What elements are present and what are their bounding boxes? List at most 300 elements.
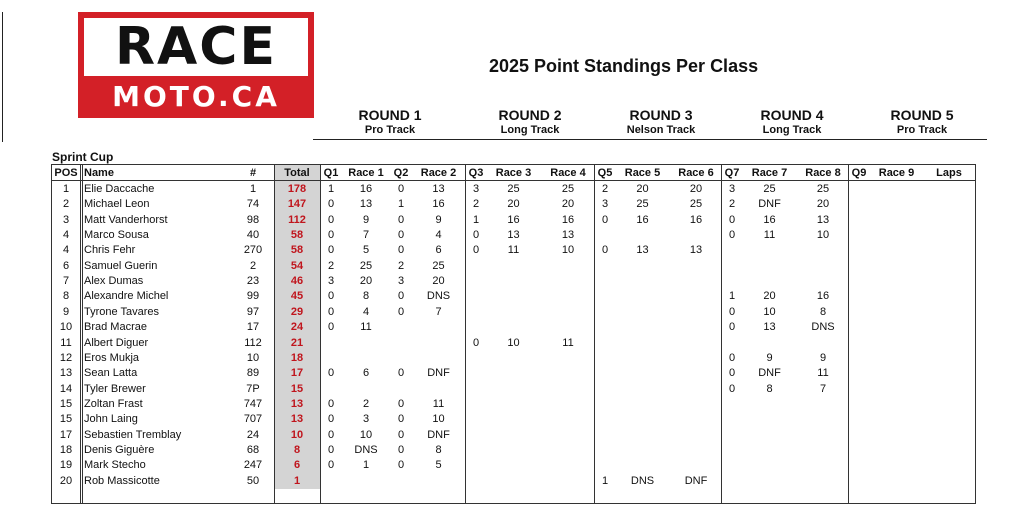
- cell-pos: 7: [62, 275, 70, 288]
- cell-race-3: 16: [507, 213, 520, 226]
- cell-pos: 8: [62, 290, 70, 303]
- cell-q1: 0: [327, 290, 335, 303]
- cell-race-5: [616, 305, 669, 320]
- cell-race-6: [671, 397, 721, 412]
- cell-race-6: [671, 228, 721, 243]
- cell-total: 17: [290, 367, 304, 380]
- cell-race-2: 8: [435, 443, 442, 456]
- cell-q2: [392, 336, 410, 351]
- cell-pos: 20: [59, 474, 73, 487]
- cell-race-7: [743, 243, 796, 258]
- cell-laps: [925, 274, 973, 289]
- cell-name: Elie Daccache: [84, 183, 155, 195]
- header-q1: Q1: [323, 167, 339, 179]
- round-header-1: [325, 107, 455, 137]
- cell-q1: 0: [327, 229, 335, 242]
- cell-q7: 0: [728, 321, 736, 334]
- header-name: Name: [84, 167, 114, 179]
- cell-race-7: 13: [763, 321, 776, 334]
- cell-q9: [850, 305, 868, 320]
- cell-race-4: [542, 351, 594, 366]
- cell-race-5: [616, 351, 669, 366]
- cell-race-9: [870, 243, 923, 258]
- cell-race-4: 20: [561, 198, 575, 211]
- logo-race-text: RACE: [115, 17, 277, 77]
- cell-race-2: 16: [432, 198, 445, 211]
- cell-race-3: [487, 274, 540, 289]
- cell-q3: [467, 397, 485, 412]
- cell-q2: 0: [397, 428, 405, 441]
- cell-pos: 6: [62, 259, 70, 272]
- cell-race-7: 11: [763, 229, 776, 242]
- cell-race-4: [542, 382, 594, 397]
- round-track: Long Track: [500, 124, 560, 136]
- cell-race-8: 20: [816, 198, 830, 211]
- cell-laps: [925, 382, 973, 397]
- cell-name: Marco Sousa: [84, 229, 149, 242]
- cell-q7: 2: [728, 198, 736, 211]
- table-row: [52, 474, 975, 489]
- cell-race-4: [542, 443, 594, 458]
- cell-race-2: 5: [435, 459, 442, 472]
- cell-race-4: [542, 289, 594, 304]
- cell-laps: [925, 289, 973, 304]
- cell-race-1: [342, 336, 390, 351]
- cell-q3: 2: [472, 198, 480, 211]
- cell-q3: [467, 305, 485, 320]
- cell-q7: 1: [728, 290, 736, 303]
- cell-laps: [925, 305, 973, 320]
- cell-q2: 0: [397, 229, 405, 242]
- table-row: [52, 305, 975, 320]
- cell-race-6: [671, 428, 721, 443]
- cell-q5: [596, 228, 614, 243]
- cell-q3: [467, 366, 485, 381]
- cell-race-7: [743, 336, 796, 351]
- cell-q1: 0: [327, 321, 335, 334]
- header-q3: Q3: [468, 167, 484, 179]
- round-header-4: [727, 107, 857, 137]
- cell-name: Eros Mukja: [84, 351, 140, 364]
- cell-q3: [467, 443, 485, 458]
- cell-race-4: [542, 366, 594, 381]
- column-divider: [721, 165, 722, 503]
- cell-race-5: [616, 458, 669, 473]
- round-header-5: [857, 107, 987, 137]
- cell-race-3: [487, 428, 540, 443]
- cell-total: 15: [290, 382, 304, 395]
- cell-race-8: 8: [819, 305, 827, 318]
- cell-number: 112: [244, 336, 262, 349]
- cell-q5: [596, 289, 614, 304]
- table-row: [52, 182, 975, 197]
- cell-number: 99: [246, 290, 260, 303]
- cell-q9: [850, 336, 868, 351]
- cell-laps: [925, 397, 973, 412]
- header-total: Total: [284, 167, 310, 179]
- cell-pos: 1: [62, 183, 70, 195]
- header-number: #: [249, 167, 257, 179]
- cell-q2: [392, 474, 410, 489]
- cell-race-2: 11: [432, 397, 445, 410]
- cell-q2: 0: [397, 413, 405, 426]
- cell-q7: [723, 458, 741, 473]
- cell-race-4: [542, 320, 594, 335]
- cell-race-1: 25: [359, 259, 373, 272]
- cell-q5: [596, 397, 614, 412]
- cell-race-6: 13: [689, 244, 703, 257]
- cell-race-5: 16: [636, 213, 649, 226]
- table-row: [52, 412, 975, 427]
- cell-q9: [850, 428, 868, 443]
- cell-q1: 0: [327, 428, 335, 441]
- cell-q3: [467, 412, 485, 427]
- cell-pos: 3: [62, 213, 70, 226]
- cell-race-9: [870, 259, 923, 274]
- cell-q9: [850, 458, 868, 473]
- header-q5: Q5: [597, 167, 613, 179]
- round-track: Pro Track: [364, 124, 416, 136]
- round-name: ROUND 4: [760, 107, 824, 123]
- cell-race-8: 9: [819, 351, 827, 364]
- cell-pos: 10: [59, 321, 73, 334]
- cell-race-4: 13: [561, 229, 575, 242]
- cell-race-9: [870, 428, 923, 443]
- cell-laps: [925, 458, 973, 473]
- column-divider: [320, 165, 321, 503]
- column-divider: [80, 165, 81, 503]
- cell-race-1: 7: [362, 229, 370, 242]
- table-row: [52, 213, 975, 228]
- header-laps: Laps: [936, 167, 962, 179]
- cell-q1: [322, 336, 340, 351]
- cell-race-2: [412, 382, 465, 397]
- cell-q9: [850, 213, 868, 228]
- cell-total: 147: [287, 198, 307, 211]
- cell-race-5: [616, 428, 669, 443]
- cell-race-1: [342, 474, 390, 489]
- cell-name: Mark Stecho: [84, 459, 146, 472]
- cell-race-5: [616, 336, 669, 351]
- cell-pos: 18: [59, 443, 73, 456]
- race-moto-logo[interactable]: [78, 12, 314, 118]
- round-header-2: [465, 107, 595, 137]
- cell-q2: 3: [397, 275, 405, 288]
- cell-race-9: [870, 474, 923, 489]
- cell-number: 89: [246, 367, 260, 380]
- header-race-7: Race 7: [751, 167, 788, 179]
- cell-race-6: 25: [689, 198, 703, 211]
- cell-race-2: 7: [435, 305, 442, 318]
- cell-q7: [723, 259, 741, 274]
- cell-race-6: [671, 412, 721, 427]
- cell-number: 74: [246, 198, 260, 211]
- cell-q9: [850, 320, 868, 335]
- cell-race-8: DNS: [811, 321, 835, 334]
- cell-race-7: [743, 259, 796, 274]
- column-divider: [594, 165, 595, 503]
- cell-pos: 2: [62, 198, 70, 211]
- cell-q7: [723, 243, 741, 258]
- cell-total: 1: [293, 474, 301, 487]
- cell-race-1: 11: [360, 321, 372, 334]
- cell-race-9: [870, 382, 923, 397]
- cell-q5: 1: [601, 474, 609, 487]
- cell-name: Denis Giguère: [84, 443, 155, 456]
- table-row: [52, 458, 975, 473]
- cell-laps: [925, 351, 973, 366]
- cell-pos: 15: [59, 397, 73, 410]
- cell-race-6: [671, 351, 721, 366]
- cell-race-8: [798, 428, 848, 443]
- cell-q1: 3: [327, 275, 335, 288]
- cell-pos: 17: [59, 428, 73, 441]
- round-name: ROUND 5: [890, 107, 954, 123]
- cell-number: 40: [246, 229, 260, 242]
- table-row: [52, 443, 975, 458]
- cell-q9: [850, 443, 868, 458]
- round-track: Long Track: [762, 124, 822, 136]
- cell-race-5: 20: [636, 183, 649, 195]
- cell-race-9: [870, 289, 923, 304]
- cell-race-9: [870, 213, 923, 228]
- table-row: [52, 274, 975, 289]
- cell-race-3: [487, 382, 540, 397]
- cell-q1: 0: [327, 413, 335, 426]
- cell-q1: 0: [327, 244, 335, 257]
- cell-race-2: 9: [435, 213, 442, 226]
- cell-race-8: 7: [819, 382, 827, 395]
- cell-race-1: 13: [359, 198, 373, 211]
- column-divider: [848, 165, 849, 503]
- cell-total: 10: [290, 428, 304, 441]
- table-row: [52, 197, 975, 212]
- cell-race-9: [870, 182, 923, 197]
- cell-number: 270: [243, 244, 263, 257]
- cell-race-7: 20: [763, 290, 776, 303]
- cell-race-7: [743, 274, 796, 289]
- cell-q5: 0: [601, 213, 609, 226]
- cell-q5: [596, 274, 614, 289]
- cell-race-8: [798, 474, 848, 489]
- cell-race-2: 6: [435, 244, 442, 257]
- cell-q5: [596, 366, 614, 381]
- cell-race-7: [743, 474, 796, 489]
- cell-q2: [392, 382, 410, 397]
- cell-number: 1: [249, 183, 257, 195]
- cell-race-6: [671, 289, 721, 304]
- cell-number: 97: [246, 305, 260, 318]
- cell-q9: [850, 474, 868, 489]
- cell-race-6: [671, 259, 721, 274]
- cell-race-1: 6: [362, 367, 370, 380]
- cell-q1: 0: [327, 443, 335, 456]
- cell-q7: 3: [728, 183, 736, 195]
- cell-total: 6: [293, 459, 301, 472]
- cell-q1: 0: [327, 397, 335, 410]
- logo-moto-text: MOTO.CA: [112, 80, 280, 113]
- round-name: ROUND 2: [498, 107, 562, 123]
- cell-q7: 0: [728, 351, 736, 364]
- cell-laps: [925, 366, 973, 381]
- cell-race-2: [412, 320, 465, 335]
- cell-q7: 0: [728, 213, 736, 226]
- cell-q7: [723, 443, 741, 458]
- table-row: [52, 382, 975, 397]
- table-row: [52, 243, 975, 258]
- cell-race-1: 8: [362, 290, 370, 303]
- cell-q5: [596, 458, 614, 473]
- cell-number: 747: [243, 397, 263, 410]
- cell-total: 58: [290, 244, 304, 257]
- cell-q9: [850, 274, 868, 289]
- cell-race-3: 20: [507, 198, 520, 211]
- cell-race-4: [542, 397, 594, 412]
- cell-race-9: [870, 305, 923, 320]
- cell-race-5: 13: [636, 244, 649, 257]
- cell-name: Alexandre Michel: [84, 290, 169, 303]
- cell-q1: 0: [327, 198, 335, 211]
- cell-q1: 0: [327, 305, 335, 318]
- cell-race-2: [412, 336, 465, 351]
- table-header-row: [52, 165, 975, 181]
- logo-top-panel: [84, 18, 308, 76]
- cell-total: 21: [290, 336, 304, 349]
- cell-q7: [723, 474, 741, 489]
- cell-laps: [925, 336, 973, 351]
- header-race-8: Race 8: [805, 167, 841, 179]
- cell-pos: 11: [60, 336, 72, 349]
- cell-name: Chris Fehr: [84, 244, 136, 257]
- cell-number: 7P: [246, 382, 260, 395]
- cell-race-4: [542, 474, 594, 489]
- cell-pos: 14: [59, 382, 73, 395]
- cell-race-7: DNF: [758, 367, 781, 380]
- cell-number: 23: [246, 275, 260, 288]
- cell-race-2: [412, 474, 465, 489]
- cell-q3: [467, 320, 485, 335]
- cell-race-4: [542, 428, 594, 443]
- cell-total: 54: [290, 259, 304, 272]
- cell-race-5: [616, 412, 669, 427]
- cell-race-9: [870, 443, 923, 458]
- cell-race-9: [870, 412, 923, 427]
- cell-race-8: [798, 259, 848, 274]
- cell-race-6: 16: [689, 213, 703, 226]
- cell-race-2: 4: [435, 229, 442, 242]
- cell-q9: [850, 289, 868, 304]
- cell-race-4: 25: [561, 183, 575, 195]
- cell-q9: [850, 366, 868, 381]
- cell-q5: [596, 382, 614, 397]
- cell-race-4: [542, 305, 594, 320]
- cell-race-1: DNS: [354, 443, 378, 456]
- cell-race-1: 1: [362, 459, 370, 472]
- cell-total: 29: [290, 305, 304, 318]
- cell-laps: [925, 412, 973, 427]
- cell-race-3: [487, 412, 540, 427]
- header-q9: Q9: [851, 167, 867, 179]
- cell-race-2: 10: [432, 413, 445, 426]
- cell-race-4: 10: [561, 244, 575, 257]
- cell-number: 707: [243, 413, 263, 426]
- cell-q2: 0: [397, 459, 405, 472]
- cell-race-8: 10: [816, 229, 830, 242]
- cell-q1: [322, 474, 340, 489]
- cell-race-3: 13: [507, 229, 520, 242]
- cell-name: Brad Macrae: [84, 321, 147, 334]
- cell-race-1: [342, 382, 390, 397]
- cell-race-9: [870, 458, 923, 473]
- table-row: [52, 228, 975, 243]
- cell-race-2: 25: [432, 259, 445, 272]
- cell-q2: 0: [397, 213, 405, 226]
- section-title: Sprint Cup: [52, 150, 114, 164]
- header-race-4: Race 4: [550, 167, 586, 179]
- cell-race-8: 11: [817, 367, 829, 380]
- cell-race-1: 10: [359, 428, 373, 441]
- cell-race-5: [616, 366, 669, 381]
- cell-q7: [723, 336, 741, 351]
- cell-race-1: 5: [362, 244, 370, 257]
- cell-race-9: [870, 351, 923, 366]
- cell-race-6: [671, 366, 721, 381]
- cell-q3: 0: [472, 229, 480, 242]
- cell-race-2: DNF: [427, 428, 450, 441]
- cell-pos: 12: [59, 351, 73, 364]
- cell-q9: [850, 351, 868, 366]
- cell-pos: 15: [59, 413, 73, 426]
- header-race-3: Race 3: [495, 167, 532, 179]
- cell-laps: [925, 428, 973, 443]
- cell-q9: [850, 197, 868, 212]
- cell-q7: 0: [728, 305, 736, 318]
- cell-q1: [322, 351, 340, 366]
- cell-q9: [850, 412, 868, 427]
- cell-race-3: [487, 351, 540, 366]
- cell-race-7: [743, 458, 796, 473]
- cell-race-3: [487, 443, 540, 458]
- cell-race-7: [743, 443, 796, 458]
- cell-q2: [392, 351, 410, 366]
- cell-race-8: [798, 412, 848, 427]
- cell-q9: [850, 228, 868, 243]
- cell-q1: 0: [327, 367, 335, 380]
- cell-race-3: 11: [507, 244, 520, 257]
- cell-pos: 13: [59, 367, 73, 380]
- round-name: ROUND 3: [629, 107, 693, 123]
- cell-race-3: [487, 289, 540, 304]
- table-row: [52, 428, 975, 443]
- cell-race-9: [870, 336, 923, 351]
- table-row: [52, 289, 975, 304]
- header-race-1: Race 1: [348, 167, 384, 179]
- cell-race-4: [542, 412, 594, 427]
- cell-race-4: [542, 259, 594, 274]
- cell-laps: [925, 259, 973, 274]
- cell-race-2: DNF: [427, 367, 450, 380]
- cell-pos: 19: [59, 459, 73, 472]
- cell-total: 58: [290, 229, 304, 242]
- cell-race-4: [542, 274, 594, 289]
- cell-q5: [596, 320, 614, 335]
- cell-q5: [596, 412, 614, 427]
- round-track: Nelson Track: [626, 124, 696, 136]
- round-track: Pro Track: [896, 124, 948, 136]
- cell-laps: [925, 197, 973, 212]
- cell-number: 68: [246, 443, 260, 456]
- cell-race-9: [870, 228, 923, 243]
